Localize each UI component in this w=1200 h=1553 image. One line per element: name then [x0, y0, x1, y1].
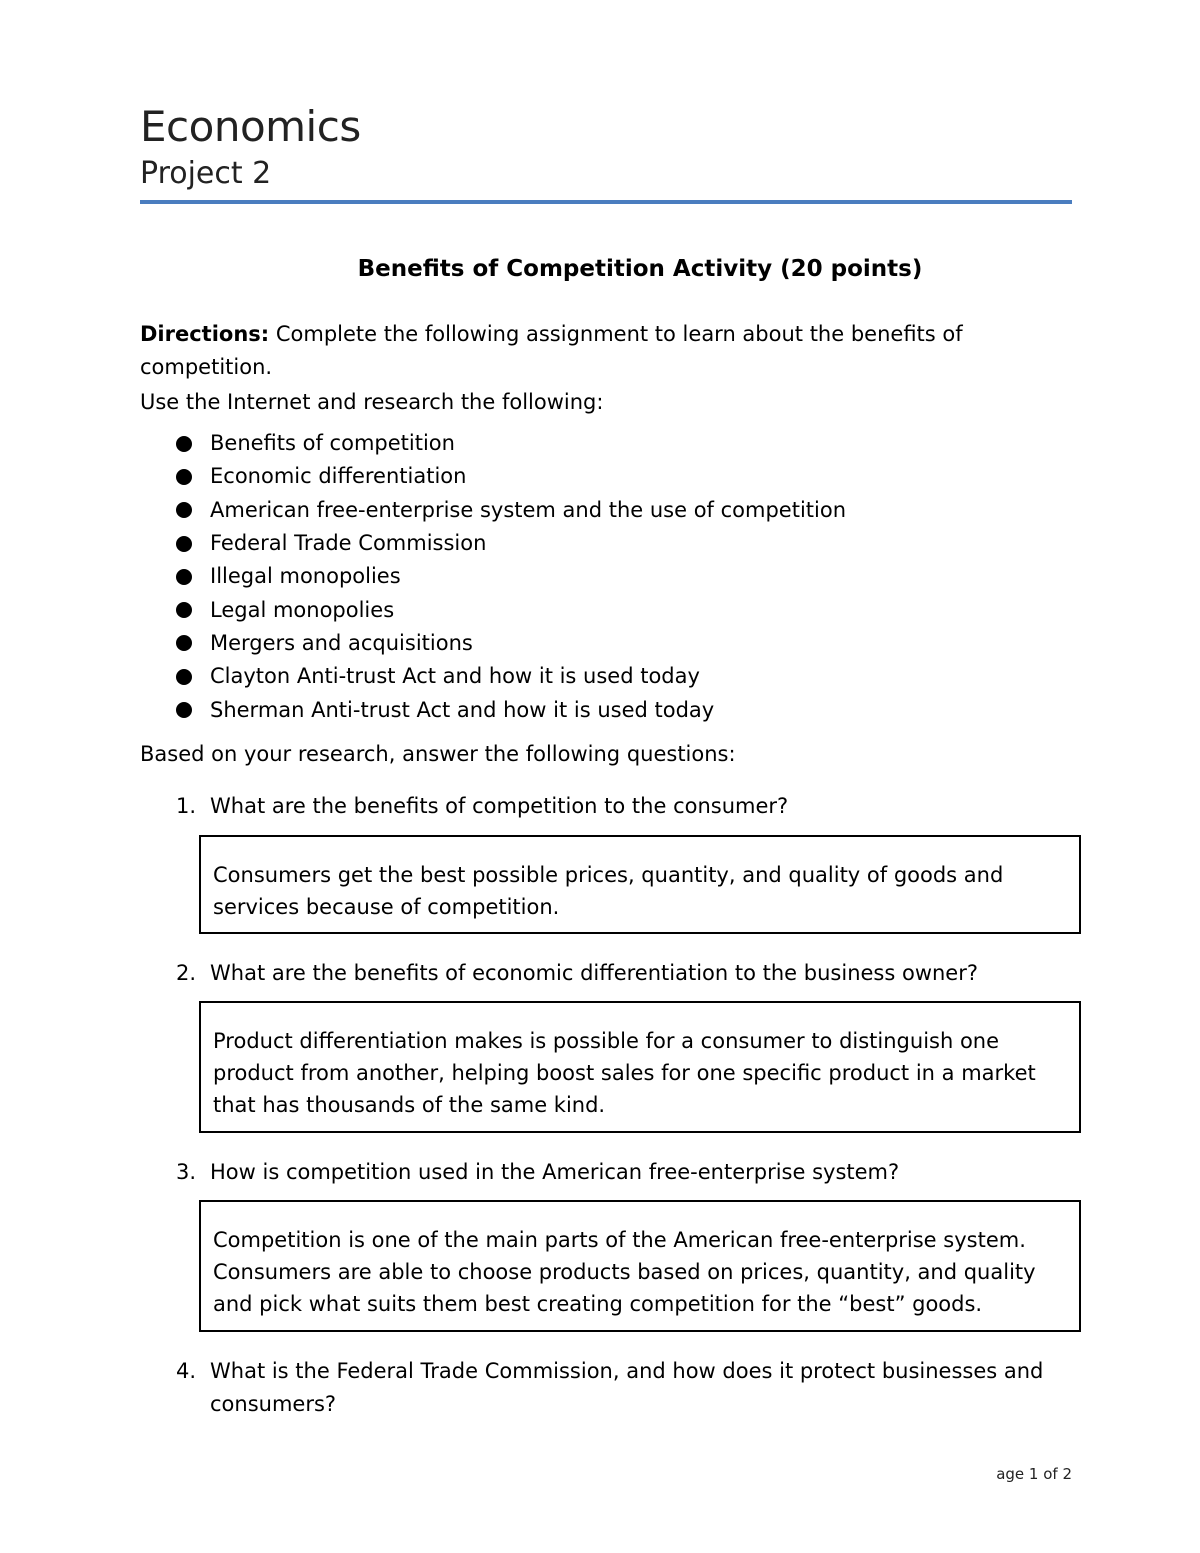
directions-paragraph	[140, 318, 1080, 384]
bullet-icon	[176, 635, 192, 651]
list-item-text: Federal Trade Commission	[210, 531, 487, 556]
research-topics-list	[176, 427, 846, 727]
document-subtitle: Project 2	[140, 156, 272, 191]
question-text: What are the benefits of economic differentiation to the business owner?	[210, 961, 979, 985]
list-item-text: Economic differentiation	[210, 464, 467, 489]
list-item	[176, 627, 846, 660]
bullet-icon	[176, 536, 192, 552]
answer-box-2[interactable]: Product differentiation makes is possible for a consumer to distinguish one product from another, helping boost sales for one specific product in a market that has thousands of the same kind.	[199, 1001, 1081, 1133]
list-item-text: Legal monopolies	[210, 597, 395, 622]
page-number: age 1 of 2	[996, 1465, 1072, 1483]
list-item	[176, 693, 846, 726]
list-item-text: Clayton Anti-trust Act and how it is used today	[210, 664, 700, 689]
question-number: 2.	[176, 961, 197, 985]
question-number: 3.	[176, 1160, 197, 1184]
list-item	[176, 527, 846, 560]
questions-intro: Based on your research, answer the following questions:	[140, 742, 736, 766]
question-text: What is the Federal Trade Commission, and how does it protect businesses and consumers?	[210, 1359, 1044, 1416]
bullet-icon	[176, 702, 192, 718]
question-2	[176, 957, 1076, 990]
list-item	[176, 427, 846, 460]
list-item-text: American free-enterprise system and the use of competition	[210, 497, 847, 522]
document-title: Economics	[140, 102, 361, 151]
research-intro: Use the Internet and research the following:	[140, 390, 604, 414]
list-item	[176, 660, 846, 693]
list-item	[176, 560, 846, 593]
question-text: How is competition used in the American free-enterprise system?	[210, 1160, 900, 1184]
list-item-text: Benefits of competition	[210, 431, 455, 456]
list-item-text: Illegal monopolies	[210, 564, 401, 589]
list-item	[176, 494, 846, 527]
bullet-icon	[176, 436, 192, 452]
directions-label: Directions:	[140, 322, 270, 346]
question-4	[176, 1355, 1076, 1421]
answer-box-3[interactable]: Competition is one of the main parts of the American free-enterprise system. Consumers are able to choose products based on prices, quantity, and quality and pick what suits them best creating competition for the “best” goods.	[199, 1200, 1081, 1332]
title-divider	[140, 200, 1072, 204]
bullet-icon	[176, 569, 192, 585]
question-number: 1.	[176, 794, 197, 818]
list-item-text: Mergers and acquisitions	[210, 630, 473, 655]
list-item	[176, 593, 846, 626]
question-3	[176, 1156, 1076, 1189]
answer-box-1[interactable]: Consumers get the best possible prices, quantity, and quality of goods and services because of competition.	[199, 835, 1081, 934]
bullet-icon	[176, 502, 192, 518]
directions-text: Complete the following assignment to learn about the benefits of competition.	[140, 322, 963, 379]
activity-heading: Benefits of Competition Activity (20 points)	[357, 256, 923, 282]
list-item-text: Sherman Anti-trust Act and how it is used today	[210, 697, 715, 722]
bullet-icon	[176, 602, 192, 618]
question-1	[176, 790, 1076, 823]
bullet-icon	[176, 669, 192, 685]
list-item	[176, 460, 846, 493]
question-number: 4.	[176, 1359, 197, 1383]
question-text: What are the benefits of competition to the consumer?	[210, 794, 789, 818]
bullet-icon	[176, 469, 192, 485]
